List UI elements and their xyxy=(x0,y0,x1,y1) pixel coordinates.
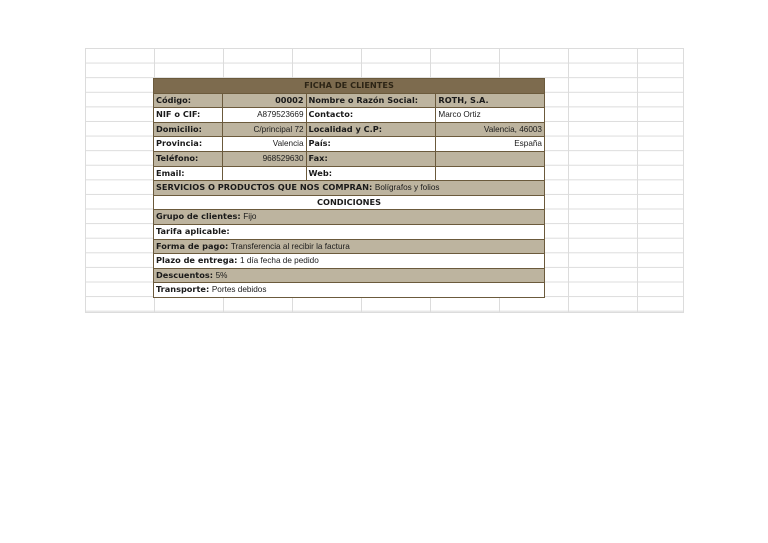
servicios-label: SERVICIOS O PRODUCTOS QUE NOS COMPRAN: xyxy=(156,182,373,193)
nombre-value[interactable]: ROTH, S.A. xyxy=(436,93,545,108)
codigo-label: Código: xyxy=(154,93,223,108)
condicion-label: Tarifa aplicable: xyxy=(156,225,230,236)
localidad-value[interactable]: Valencia, 46003 xyxy=(436,122,545,137)
web-value[interactable] xyxy=(436,166,545,181)
condicion-row[interactable] xyxy=(154,268,545,283)
web-label: Web: xyxy=(306,166,436,181)
email-value[interactable] xyxy=(222,166,306,181)
condicion-value: 5% xyxy=(215,270,228,280)
condicion-label: Plazo de entrega: xyxy=(156,255,238,266)
condicion-row[interactable] xyxy=(154,210,545,225)
localidad-label: Localidad y C.P: xyxy=(306,122,436,137)
nif-label: NIF o CIF: xyxy=(154,108,223,123)
domicilio-value[interactable]: C/principal 72 xyxy=(222,122,306,137)
client-form xyxy=(153,78,545,298)
condicion-value: Fijo xyxy=(243,212,257,222)
condicion-value: Transferencia al recibir la factura xyxy=(230,241,350,251)
contacto-label: Contacto: xyxy=(306,108,436,123)
provincia-label: Provincia: xyxy=(154,137,223,152)
servicios-value: Bolígrafos y folios xyxy=(374,183,440,193)
condicion-label: Grupo de clientes: xyxy=(156,211,241,222)
condicion-value: Portes debidos xyxy=(211,285,267,295)
email-label: Email: xyxy=(154,166,223,181)
contacto-value[interactable]: Marco Ortiz xyxy=(436,108,545,123)
condiciones-title: CONDICIONES xyxy=(154,195,545,210)
domicilio-label: Domicilio: xyxy=(154,122,223,137)
nif-value[interactable]: A879523669 xyxy=(222,108,306,123)
telefono-label: Teléfono: xyxy=(154,151,223,166)
nombre-label: Nombre o Razón Social: xyxy=(306,93,436,108)
pais-value[interactable]: España xyxy=(436,137,545,152)
condicion-row[interactable] xyxy=(154,239,545,254)
condicion-row[interactable] xyxy=(154,283,545,298)
condicion-label: Forma de pago: xyxy=(156,240,229,251)
form-title: FICHA DE CLIENTES xyxy=(154,79,545,94)
fax-label: Fax: xyxy=(306,151,436,166)
condicion-label: Transporte: xyxy=(156,284,210,295)
servicios-row[interactable] xyxy=(154,181,545,196)
condicion-row[interactable] xyxy=(154,254,545,269)
pais-label: País: xyxy=(306,137,436,152)
condicion-row[interactable] xyxy=(154,224,545,239)
condicion-label: Descuentos: xyxy=(156,269,213,280)
fax-value[interactable] xyxy=(436,151,545,166)
provincia-value[interactable]: Valencia xyxy=(222,137,306,152)
condicion-value: 1 día fecha de pedido xyxy=(240,256,319,266)
codigo-value[interactable]: 00002 xyxy=(222,93,306,108)
telefono-value[interactable]: 968529630 xyxy=(222,151,306,166)
